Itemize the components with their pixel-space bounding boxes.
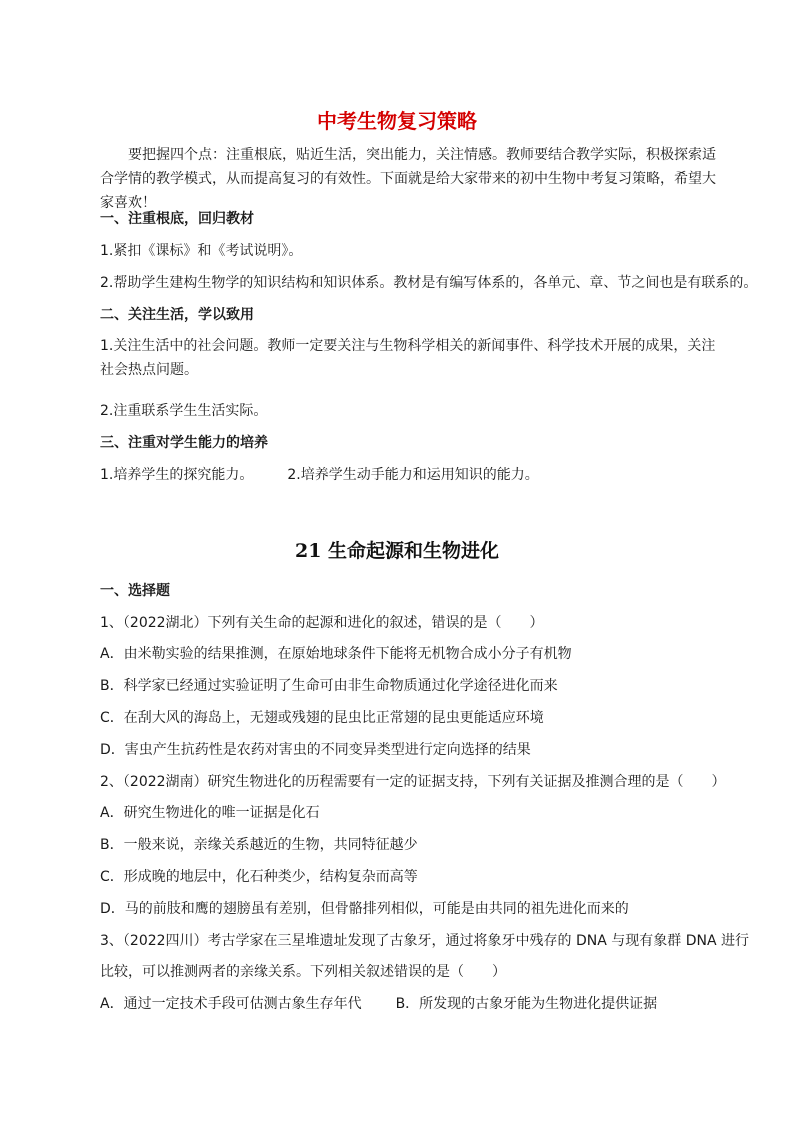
q2-option-a: A．研究生物进化的唯一证据是化石 bbox=[100, 805, 320, 821]
section1-item-2: 2.帮助学生建构生物学的知识结构和知识体系。教材是有编写体系的，各单元、章、节之间也是有联系的。 bbox=[100, 275, 758, 291]
section-heading-3: 三、注重对学生能力的培养 bbox=[100, 435, 268, 451]
exercise-title: 21 生命起源和生物进化 bbox=[294, 540, 500, 562]
exercise-section-heading: 一、选择题 bbox=[100, 583, 170, 599]
q3-option-b: B．所发现的古象牙能为生物进化提供证据 bbox=[395, 996, 658, 1012]
q2-option-c: C．形成晚的地层中，化石种类少，结构复杂而高等 bbox=[100, 869, 418, 885]
q2-option-d: D．马的前肢和鹰的翅膀虽有差别，但骨骼排列相似，可能是由共同的祖先进化而来的 bbox=[100, 901, 629, 917]
q3-stem-line-2: 比较，可以推测两者的亲缘关系。下列相关叙述错误的是（ ） bbox=[100, 964, 506, 980]
strategy-intro: 要把握四个点：注重根底，贴近生活，突出能力，关注情感。教师要结合教学实际，积极探索适合学情的教学模式，从而提高复习的有效性。下面就是给大家带来的初中生物中考复习策略，希望大家喜欢！ bbox=[100, 147, 716, 211]
section-heading-2: 二、关注生活，学以致用 bbox=[100, 307, 254, 323]
q1-option-d: D．害虫产生抗药性是农药对害虫的不同变异类型进行定向选择的结果 bbox=[100, 742, 531, 758]
section3-item-1: 1.培养学生的探究能力。 bbox=[100, 467, 254, 483]
q1-option-a: A．由米勒实验的结果推测，在原始地球条件下能将无机物合成小分子有机物 bbox=[100, 646, 572, 662]
section2-item-2: 2.注重联系学生生活实际。 bbox=[100, 403, 268, 419]
section2-item-1: 1.关注生活中的社会问题。教师一定要关注与生物科学相关的新闻事件、科学技术开展的成果，关注社会热点问题。 bbox=[100, 338, 716, 378]
strategy-title: 中考生物复习策略 bbox=[317, 109, 477, 133]
q1-stem: 1、（2022湖北）下列有关生命的起源和进化的叙述，错误的是（ ） bbox=[100, 615, 544, 631]
q2-stem: 2、（2022湖南）研究生物进化的历程需要有一定的证据支持，下列有关证据及推测合理的是（ ） bbox=[100, 774, 726, 790]
q1-option-b: B．科学家已经通过实验证明了生命可由非生命物质通过化学途径进化而来 bbox=[100, 678, 558, 694]
q1-option-c: C．在刮大风的海岛上，无翅或残翅的昆虫比正常翅的昆虫更能适应环境 bbox=[100, 710, 544, 726]
q3-options bbox=[100, 993, 657, 1013]
section3-items bbox=[100, 464, 539, 484]
section-heading-1: 一、注重根底，回归教材 bbox=[100, 211, 254, 227]
section1-item-1: 1.紧扣《课标》和《考试说明》。 bbox=[100, 243, 303, 259]
section3-item-2: 2.培养学生动手能力和运用知识的能力。 bbox=[287, 467, 539, 483]
q3-option-a: A．通过一定技术手段可估测古象生存年代 bbox=[100, 996, 362, 1012]
q2-option-b: B．一般来说，亲缘关系越近的生物，共同特征越少 bbox=[100, 837, 418, 853]
q3-stem-line-1: 3、（2022四川）考古学家在三星堆遗址发现了古象牙，通过将象牙中残存的 DNA 与现有象群 DNA 进行 bbox=[100, 933, 749, 949]
